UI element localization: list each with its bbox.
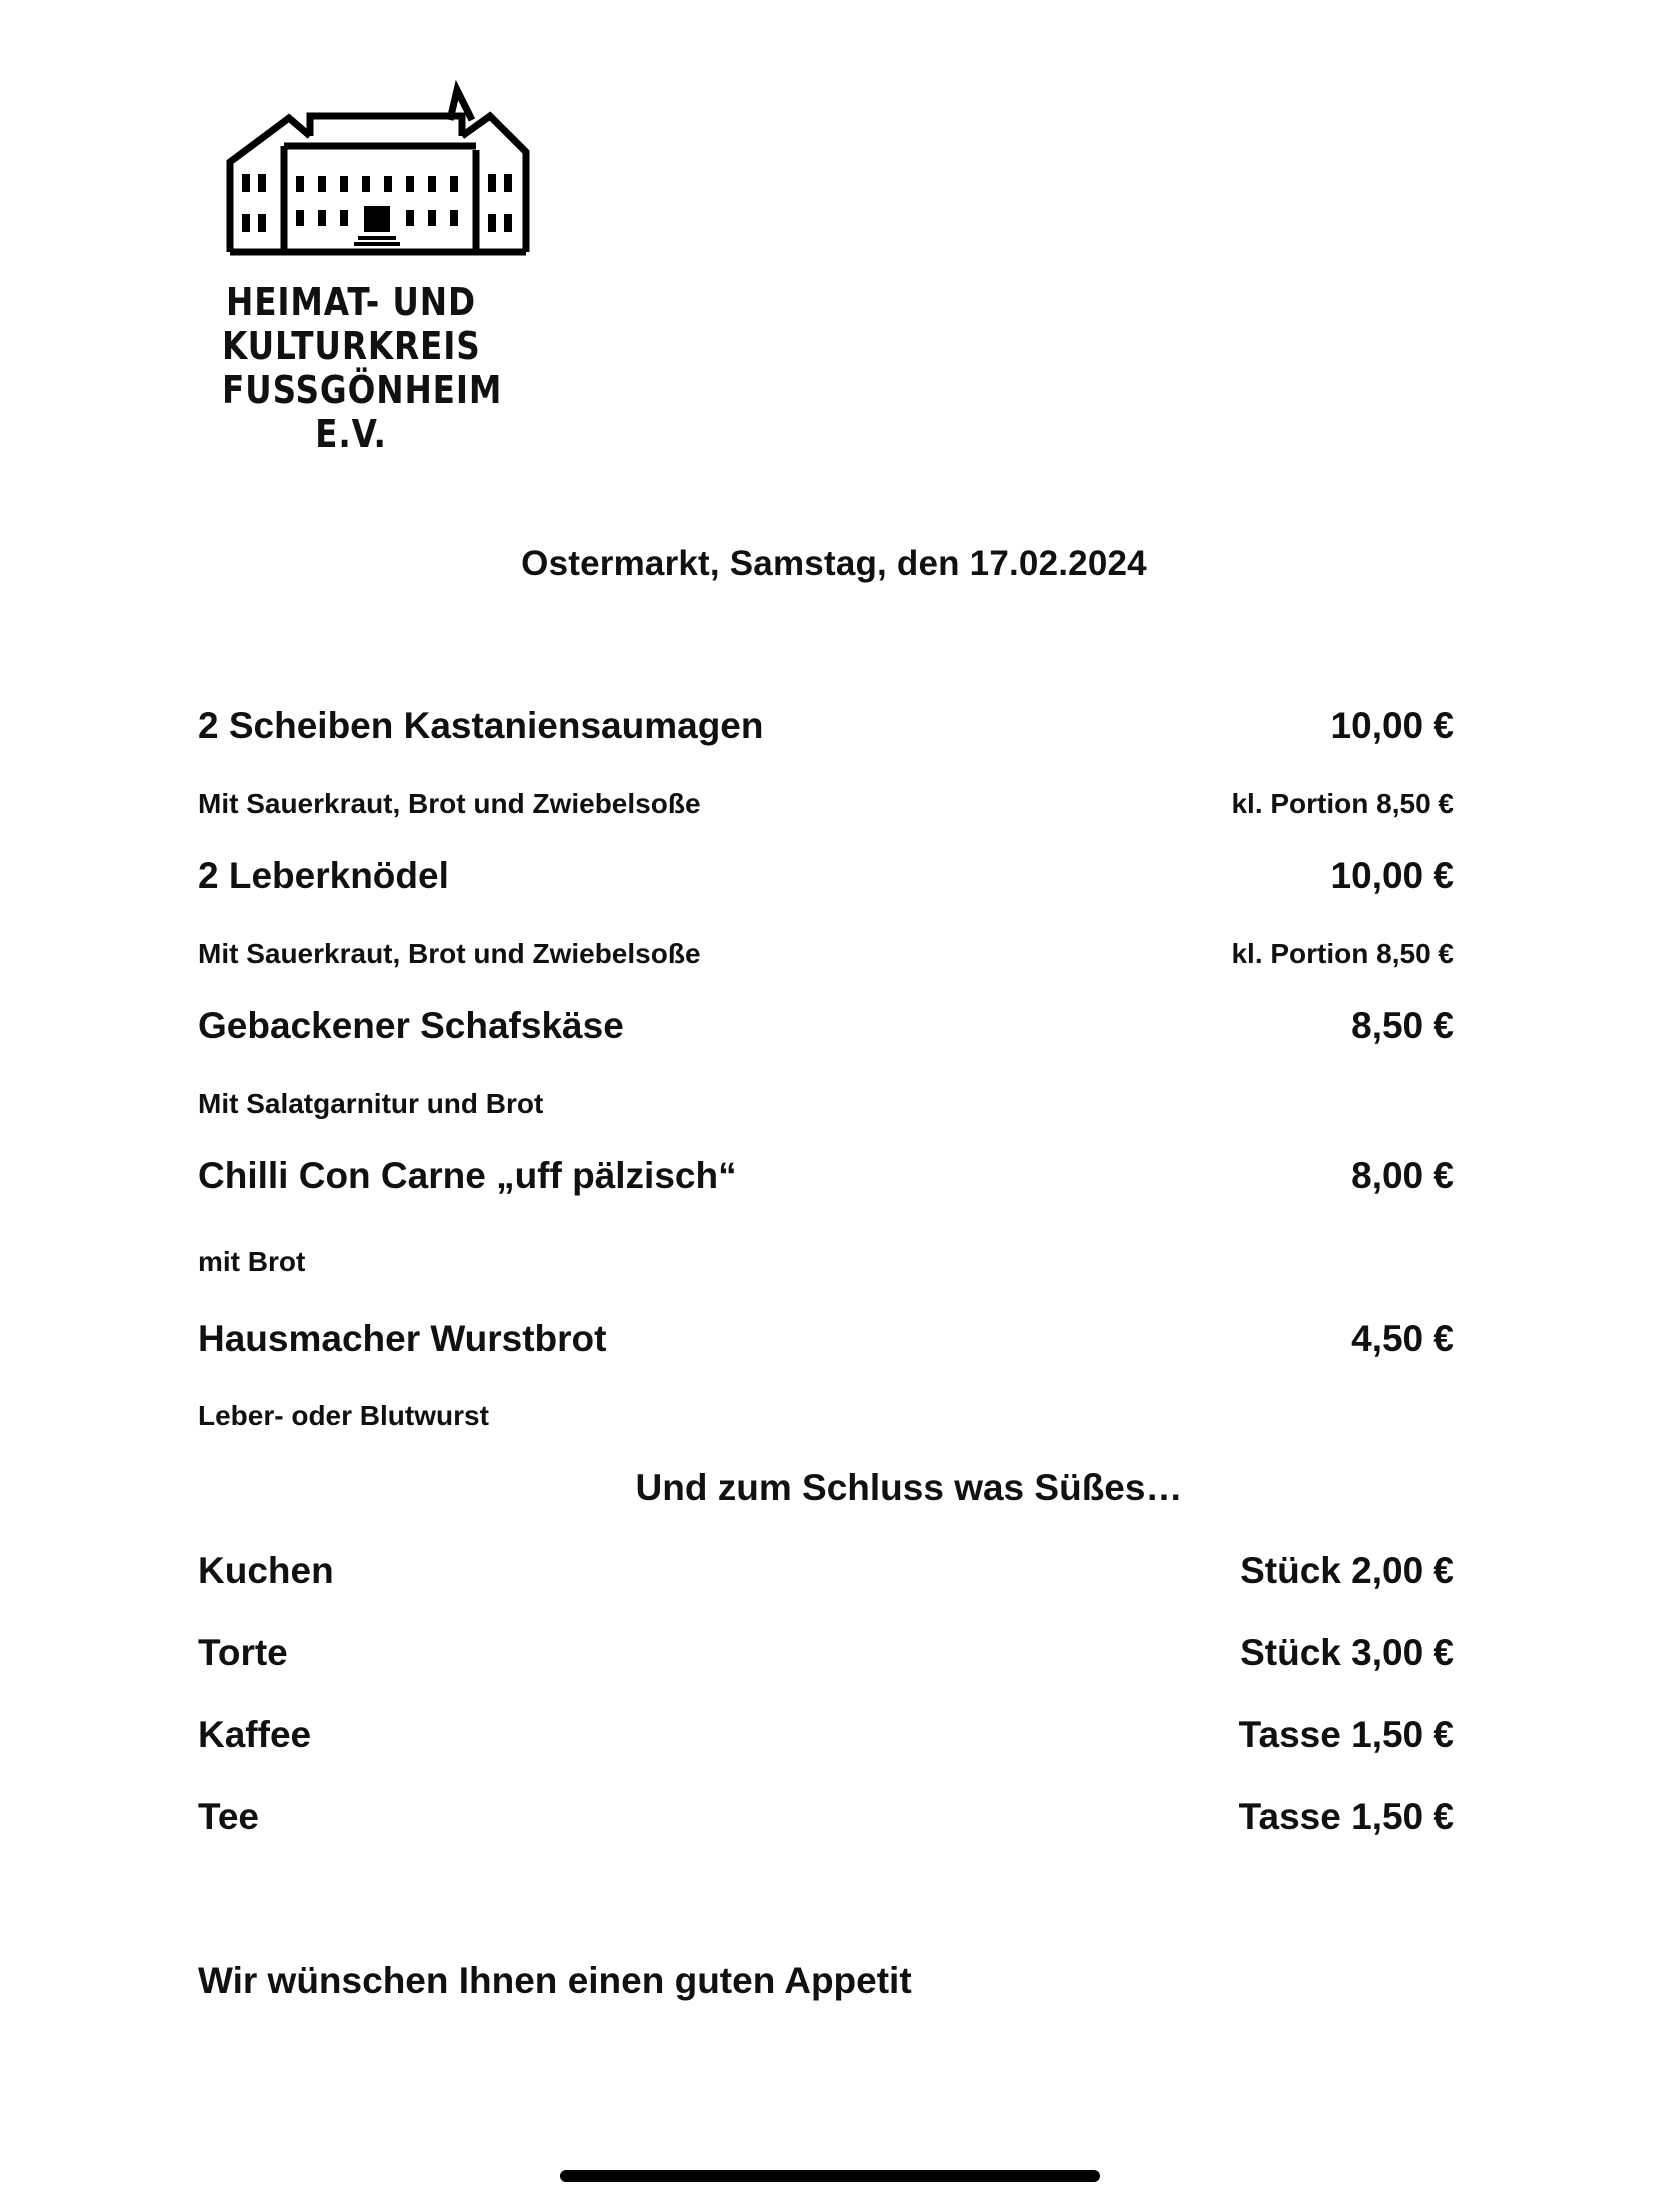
menu-item-note	[198, 788, 1458, 820]
sweets-item	[198, 1714, 1458, 1756]
item-price: 10,00 €	[1330, 855, 1454, 896]
item-note: Leber- oder Blutwurst	[198, 1400, 489, 1431]
item-price: 10,00 €	[1330, 705, 1454, 746]
menu-item-note	[198, 1400, 1458, 1432]
item-name: Chilli Con Carne „uff pälzisch“	[198, 1155, 737, 1196]
sweets-heading: Und zum Schluss was Süßes…	[635, 1467, 1183, 1508]
item-name: 2 Scheiben Kastaniensaumagen	[198, 705, 764, 746]
logo-line: KULTURKREIS	[222, 324, 481, 368]
item-price: Tasse 1,50 €	[1238, 1714, 1454, 1755]
item-note: Mit Sauerkraut, Brot und Zwiebelsoße	[198, 938, 701, 969]
page-title: Ostermarkt, Samstag, den 17.02.2024	[521, 544, 1147, 583]
item-note: mit Brot	[198, 1246, 306, 1277]
home-indicator[interactable]	[560, 2170, 1100, 2182]
item-name: Kuchen	[198, 1550, 334, 1591]
menu-item-note	[198, 1246, 1458, 1278]
item-name: Hausmacher Wurstbrot	[198, 1318, 607, 1359]
item-price: 4,50 €	[1351, 1318, 1454, 1359]
castle-logo-icon	[222, 80, 532, 264]
sweets-item	[198, 1550, 1458, 1592]
menu-item	[198, 855, 1458, 897]
item-name: Gebackener Schafskäse	[198, 1005, 624, 1046]
item-price: 8,00 €	[1351, 1155, 1454, 1196]
item-name: Torte	[198, 1632, 288, 1673]
menu-item	[198, 705, 1458, 747]
item-note: Mit Salatgarnitur und Brot	[198, 1088, 544, 1119]
closing-message: Wir wünschen Ihnen einen guten Appetit	[198, 1960, 912, 2001]
sweets-item	[198, 1632, 1458, 1674]
menu-item-note	[198, 938, 1458, 970]
item-price: Stück 2,00 €	[1240, 1550, 1454, 1591]
menu-item-note	[198, 1088, 1458, 1120]
item-name: Kaffee	[198, 1714, 312, 1755]
item-name: Tee	[198, 1796, 260, 1837]
item-price: 8,50 €	[1351, 1005, 1454, 1046]
sweets-item	[198, 1796, 1458, 1838]
club-logo	[222, 80, 532, 456]
item-price: Tasse 1,50 €	[1238, 1796, 1454, 1837]
item-name: 2 Leberknödel	[198, 855, 449, 896]
menu-item	[198, 1155, 1458, 1197]
item-price: Stück 3,00 €	[1240, 1632, 1454, 1673]
menu-item	[198, 1318, 1458, 1360]
logo-line: E.V.	[315, 412, 387, 456]
logo-line: FUSSGÖNHEIM	[222, 368, 503, 412]
menu-item	[198, 1005, 1458, 1047]
logo-line: HEIMAT- UND	[225, 280, 477, 324]
item-note: Mit Sauerkraut, Brot und Zwiebelsoße	[198, 788, 701, 819]
item-note-price: kl. Portion 8,50 €	[1231, 938, 1454, 969]
item-note-price: kl. Portion 8,50 €	[1231, 788, 1454, 819]
logo-wordmark	[222, 280, 503, 456]
